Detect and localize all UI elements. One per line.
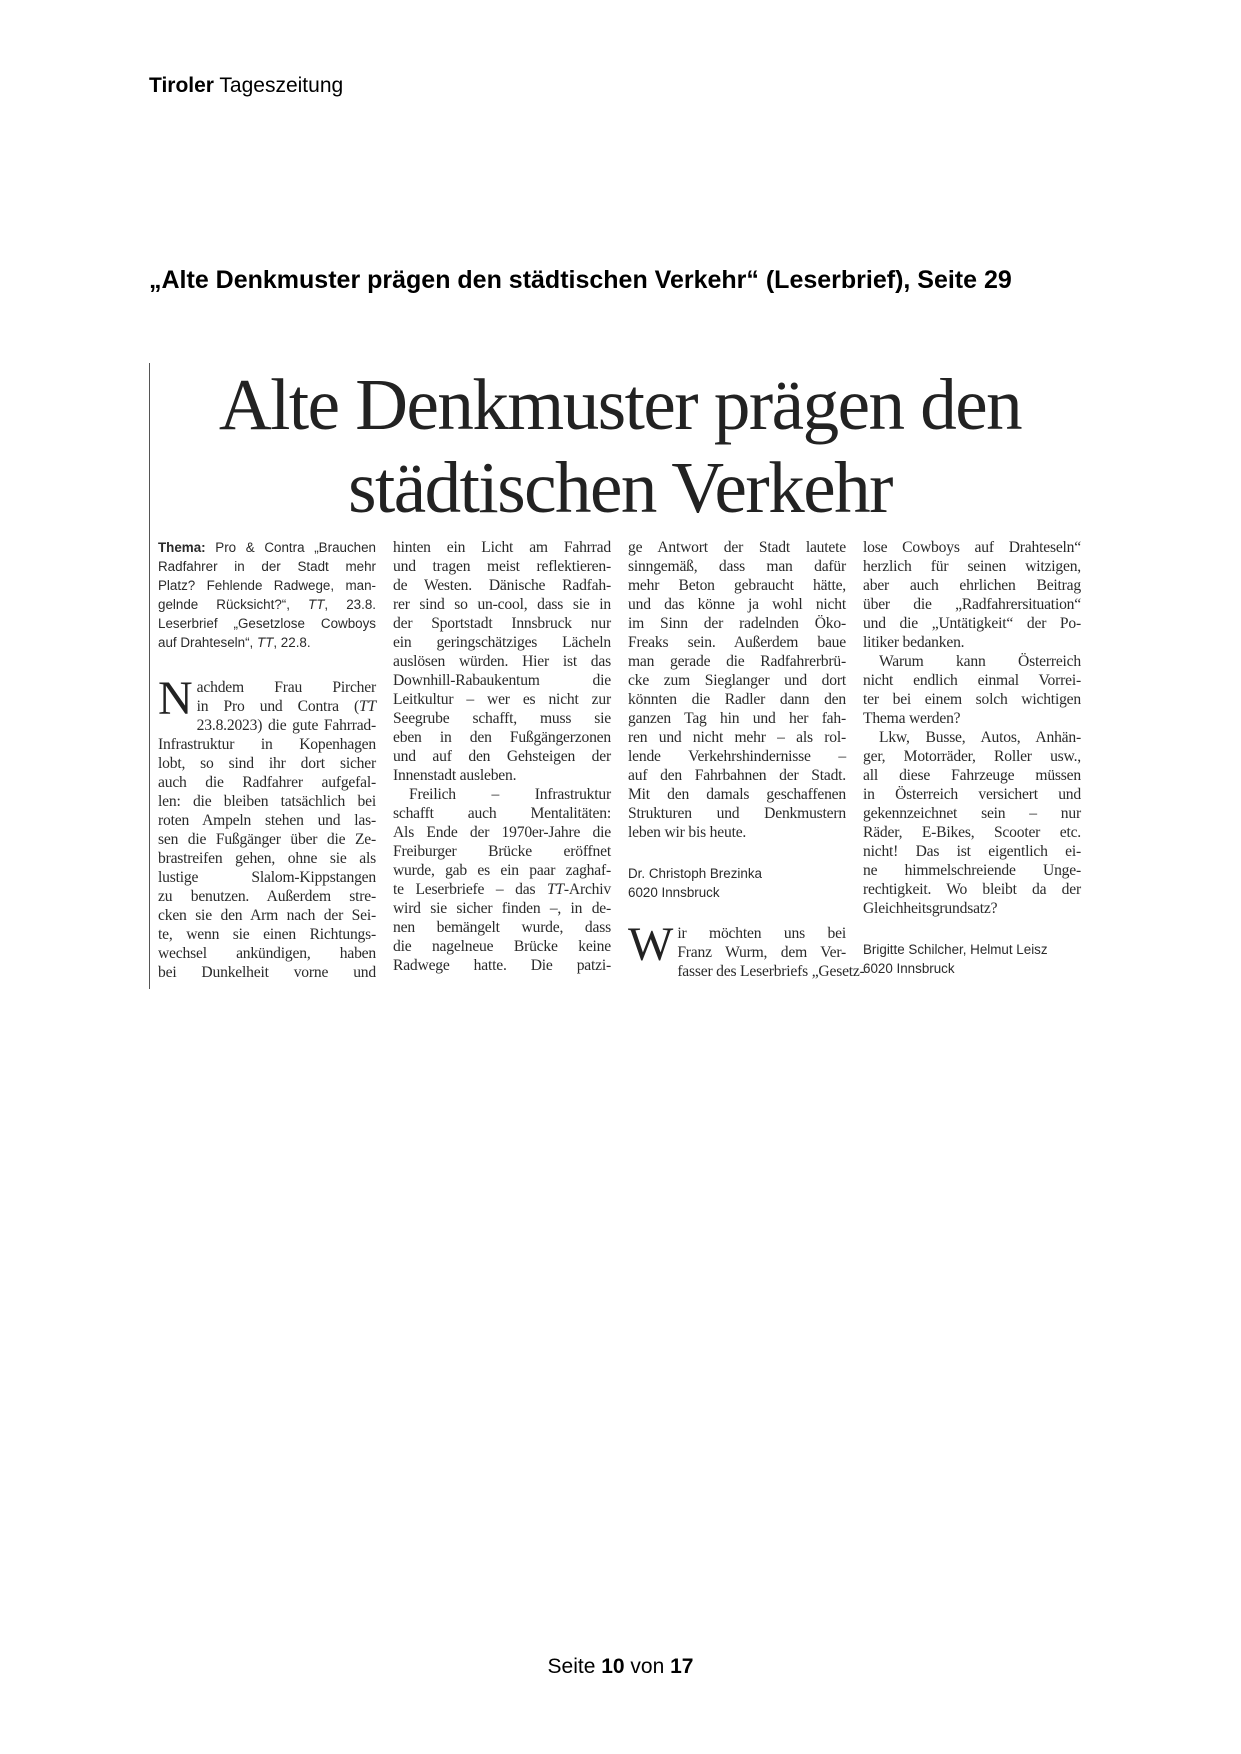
- text-line: wurde, gab es ein paar zaghaf-: [393, 862, 611, 879]
- brand-rest: Tageszeitung: [213, 74, 344, 97]
- text-line: ren und nicht mehr – als rol-: [628, 729, 846, 746]
- text-line: ne himmelschreiende Unge-: [863, 862, 1081, 879]
- text-line: zu benutzen. Außerdem stre-: [158, 888, 376, 905]
- total-pages: 17: [670, 1655, 694, 1678]
- text-line: Freiburger Brücke eröffnet: [393, 843, 611, 860]
- text-line: Brigitte Schilcher, Helmut Leisz: [863, 942, 1048, 957]
- drop-cap: W: [628, 918, 674, 971]
- text-line: 6020 Innsbruck: [628, 885, 720, 900]
- text-line: und auf den Gehsteigen der: [393, 748, 611, 765]
- article-column-3: [628, 538, 865, 981]
- text-line: Innenstadt ausleben.: [393, 767, 517, 784]
- text-line: brastreifen gehen, ohne sie als: [158, 850, 376, 867]
- text-line: ganzen Tag hin und her fah-: [628, 710, 846, 727]
- text-line: mehr Beton gebraucht hätte,: [628, 577, 846, 594]
- drop-cap: N: [158, 672, 193, 725]
- text-line: Radwege hatte. Die patzi-: [393, 957, 611, 974]
- article-paragraph: [628, 918, 865, 981]
- text-line: und das könne ja wohl nicht: [628, 596, 846, 613]
- article-headline: [150, 363, 1090, 529]
- publication-name: [149, 74, 343, 98]
- text-line: lende Verkehrshindernisse –: [628, 748, 846, 765]
- text-line: ir möchten uns bei: [677, 925, 846, 942]
- text-line: 6020 Innsbruck: [863, 961, 955, 976]
- text-line: roten Ampeln stehen und las-: [158, 812, 376, 829]
- brand-bold: Tiroler: [149, 74, 214, 97]
- text-line: cken sie den Arm nach der Sei-: [158, 907, 376, 924]
- text-line: achdem Frau Pircher: [196, 679, 376, 696]
- text-line: Räder, E-Bikes, Scooter etc.: [863, 824, 1081, 841]
- newspaper-clipping: [149, 363, 1100, 989]
- page-footer: [0, 1655, 1241, 1679]
- text-line: Thema: Pro & Contra „Brauchen: [158, 540, 376, 555]
- text-line: sinngemäß, dass man dafür: [628, 558, 846, 575]
- text-line: auf Drahteseln“, TT, 22.8.: [158, 635, 311, 650]
- text-line: fasser des Leserbriefs „Gesetz-: [677, 963, 865, 980]
- headline-line: Alte Denkmuster prägen den: [218, 364, 1022, 445]
- text-line: rer sind so un-cool, dass sie in: [393, 596, 611, 613]
- text-line: in Österreich versichert und: [863, 786, 1081, 803]
- text-line: len: die bleiben tatsächlich bei: [158, 793, 376, 810]
- text-line: wird sie sicher finden –, in de-: [393, 900, 611, 917]
- text-line: nen bemängelt wurde, dass: [393, 919, 611, 936]
- text-line: und die „Untätigkeit“ der Po-: [863, 615, 1081, 632]
- article-paragraph: [863, 728, 1081, 918]
- text-line: Infrastruktur in Kopenhagen: [158, 736, 376, 753]
- text-line: Platz? Fehlende Radwege, man-: [158, 578, 376, 593]
- footer-prefix: Seite: [547, 1655, 602, 1678]
- text-line: Radfahrer in der Stadt mehr: [158, 559, 376, 574]
- text-line: all diese Fahrzeuge müssen: [863, 767, 1081, 784]
- text-line: auch die Radfahrer aufgefal-: [158, 774, 376, 791]
- article-paragraph: [628, 538, 846, 842]
- text-line: lobt, so sind ihr dort sicher: [158, 755, 376, 772]
- text-line: Dr. Christoph Brezinka: [628, 866, 762, 881]
- text-line: ter bei einem solch wichtigen: [863, 691, 1081, 708]
- text-line: eben in den Fußgängerzonen: [393, 729, 611, 746]
- text-line: man gerade die Radfahrerbrü-: [628, 653, 846, 670]
- text-line: gekennzeichnet sein – nur: [863, 805, 1081, 822]
- text-line: Freilich – Infrastruktur: [409, 786, 611, 803]
- text-line: hinten ein Licht am Fahrrad: [393, 539, 611, 556]
- text-line: Thema werden?: [863, 710, 961, 727]
- text-line: aber auch ehrlichen Beitrag: [863, 577, 1081, 594]
- footer-middle: von: [624, 1655, 671, 1678]
- article-paragraph: [863, 538, 1081, 652]
- text-line: Lkw, Busse, Autos, Anhän-: [879, 729, 1081, 746]
- article-column-1: [158, 538, 376, 982]
- text-line: cke zum Sieglanger und dort: [628, 672, 846, 689]
- text-line: rechtigkeit. Wo bleibt da der: [863, 881, 1081, 898]
- text-line: der Sportstadt Innsbruck nur: [393, 615, 611, 632]
- spacer: [628, 842, 846, 864]
- text-line: auslösen würden. Hier ist das: [393, 653, 611, 670]
- letter-signature: [628, 864, 846, 902]
- text-line: gelnde Rücksicht?“, TT, 23.8.: [158, 597, 376, 612]
- text-line: Franz Wurm, dem Ver-: [677, 944, 846, 961]
- text-line: Als Ende der 1970er-Jahre die: [393, 824, 611, 841]
- text-line: ger, Motorräder, Roller usw.,: [863, 748, 1081, 765]
- text-line: Gleichheitsgrundsatz?: [863, 900, 998, 917]
- text-line: nicht! Das ist eigentlich ei-: [863, 843, 1081, 860]
- text-line: schafft auch Mentalitäten:: [393, 805, 611, 822]
- text-line: te Leserbriefe – das TT-Archiv: [393, 881, 611, 898]
- article-paragraph: [393, 538, 611, 785]
- text-line: in Pro und Contra (TT: [196, 698, 376, 715]
- headline-line: städtischen Verkehr: [348, 447, 892, 528]
- text-line: ge Antwort der Stadt lautete: [628, 539, 846, 556]
- text-line: herzlich für seinen witzigen,: [863, 558, 1081, 575]
- text-line: Seegrube schafft, muss sie: [393, 710, 611, 727]
- text-line: te, wenn sie einen Richtungs-: [158, 926, 376, 943]
- text-line: Strukturen und Denkmustern: [628, 805, 846, 822]
- text-line: die nagelneue Brücke keine: [393, 938, 611, 955]
- article-paragraph: [158, 672, 376, 982]
- article-paragraph: [863, 652, 1081, 728]
- text-line: auf den Fahrbahnen der Stadt.: [628, 767, 846, 784]
- text-line: lustige Slalom-Kippstangen: [158, 869, 376, 886]
- text-line: und tragen meist reflektieren-: [393, 558, 611, 575]
- text-line: Freaks sein. Außerdem baue: [628, 634, 846, 651]
- text-line: Warum kann Österreich: [879, 653, 1081, 670]
- text-line: lose Cowboys auf Drahteseln“: [863, 539, 1081, 556]
- text-line: de Westen. Dänische Radfah-: [393, 577, 611, 594]
- text-line: könnten die Radler dann den: [628, 691, 846, 708]
- letter-signature: [863, 940, 1081, 978]
- text-line: Downhill-Rabaukentum die: [393, 672, 611, 689]
- document-title: „Alte Denkmuster prägen den städtischen Verkehr“ (Leserbrief), Seite 29: [149, 266, 1012, 294]
- article-column-4: [863, 538, 1081, 978]
- text-line: Leitkultur – wer es nicht zur: [393, 691, 611, 708]
- text-line: 23.8.2023) die gute Fahrrad-: [196, 717, 376, 734]
- text-line: im Sinn der radelnden Öko-: [628, 615, 846, 632]
- text-line: sen die Fußgänger über die Ze-: [158, 831, 376, 848]
- text-line: litiker bedanken.: [863, 634, 965, 651]
- text-line: bei Dunkelheit vorne und: [158, 964, 376, 981]
- text-line: ein geringschätziges Lächeln: [393, 634, 611, 651]
- text-line: Mit den damals geschaffenen: [628, 786, 846, 803]
- text-line: über die „Radfahrersituation“: [863, 596, 1081, 613]
- text-line: wechsel ankündigen, haben: [158, 945, 376, 962]
- text-line: leben wir bis heute.: [628, 824, 747, 841]
- article-column-2: [393, 538, 611, 975]
- current-page: 10: [601, 1655, 625, 1678]
- spacer: [863, 918, 1081, 940]
- topic-note: [158, 538, 376, 652]
- text-line: Leserbrief „Gesetzlose Cowboys: [158, 616, 376, 631]
- text-line: nicht endlich einmal Vorrei-: [863, 672, 1081, 689]
- article-paragraph: [393, 785, 611, 975]
